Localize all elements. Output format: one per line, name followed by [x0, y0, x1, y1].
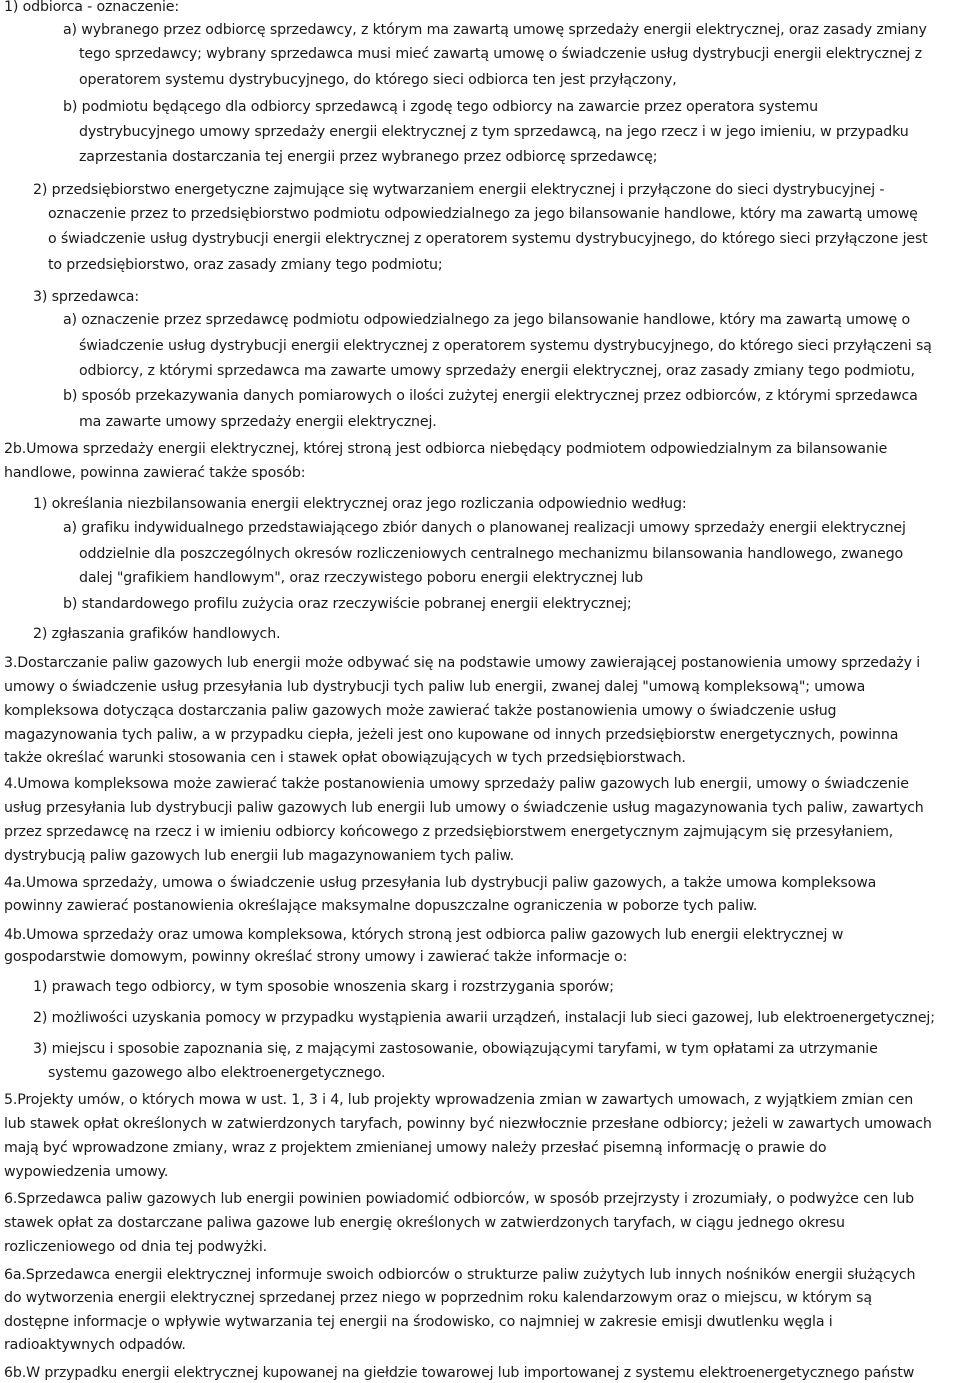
list-item: 1) prawach tego odbiorcy, w tym sposobie wnoszenia skarg i rozstrzygania sporów;: [33, 979, 614, 995]
text-line: odbiorcy, z którymi sprzedawca ma zawarte umowy sprzedaży energii elektrycznej, oraz zasady zmiany tego podmiotu,: [79, 363, 915, 379]
list-item-heading: 3) sprzedawca:: [33, 289, 139, 305]
list-item: 3) miejscu i sposobie zapoznania się, z mającymi zastosowanie, obowiązującymi taryfami, w tym opłatami za utrzymanie: [33, 1041, 878, 1057]
text-line: operatorem systemu dystrybucyjnego, do którego sieci odbiorca ten jest przyłączony,: [79, 72, 677, 88]
text-line: umowy o świadczenie usług przesyłania lub dystrybucji tych paliw lub energii, zwanej dalej "umową kompleksową"; umowa: [4, 679, 866, 695]
section-paragraph: 6a.Sprzedawca energii elektrycznej informuje swoich odbiorców o strukturze paliw zużytych lub innych nośników energii służących: [4, 1267, 916, 1283]
text-line: dostępne informacje o wpływie wytwarzania tej energii na środowisko, co najmniej w zakresie emisji dwutlenku węgla i: [4, 1314, 833, 1330]
text-line: do wytworzenia energii elektrycznej sprzedanej przez niego w poprzednim roku kalendarzowym oraz o miejscu, w którym są: [4, 1290, 872, 1306]
text-line: dalej "grafikiem handlowym", oraz rzeczywistego poboru energii elektrycznej lub: [79, 570, 643, 586]
text-line: także określać warunki stosowania cen i stawek opłat obowiązujących w tych przedsiębiorstwach.: [4, 750, 686, 766]
text-line: świadczenie usług dystrybucji energii elektrycznej z operatorem systemu dystrybucyjnego, do którego sieci przyłączeni są: [79, 338, 932, 354]
section-paragraph: 5.Projekty umów, o których mowa w ust. 1, 3 i 4, lub projekty wprowadzenia zmian w zawartych umowach, z wyjątkiem zmian cen: [4, 1092, 914, 1108]
text-line: systemu gazowego albo elektroenergetycznego.: [48, 1065, 386, 1081]
section-paragraph: 3.Dostarczanie paliw gazowych lub energii może odbywać się na podstawie umowy zawierającej postanowienia umowy sprzedaży i: [4, 655, 920, 671]
text-line: lub stawek opłat określonych w zatwierdzonych taryfach, powinny być niezwłocznie przesłane odbiorcy; jeżeli w zawartych umowach: [4, 1116, 932, 1132]
section-paragraph: 4b.Umowa sprzedaży oraz umowa kompleksowa, których stroną jest odbiorca paliw gazowych lub energii elektrycznej w: [4, 927, 844, 943]
text-line: przez sprzedawcę na rzecz i w imieniu odbiorcy końcowego z przedsiębiorstwem energetycznym zajmującym się przesyłaniem,: [4, 824, 894, 840]
text-line: tego sprzedawcy; wybrany sprzedawca musi mieć zawartą umowę o świadczenie usług dystrybucji energii elektrycznej z: [79, 46, 922, 62]
text-line: to przedsiębiorstwo, oraz zasady zmiany tego podmiotu;: [48, 257, 443, 273]
list-item: 2) możliwości uzyskania pomocy w przypadku wystąpienia awarii urządzeń, instalacji lub sieci gazowej, lub elektroenergetycznej;: [33, 1010, 935, 1026]
sub-item-a: a) oznaczenie przez sprzedawcę podmiotu odpowiedzialnego za jego bilansowanie handlowe, który ma zawartą umowę o: [63, 312, 910, 328]
text-line: gospodarstwie domowym, powinny określać strony umowy i zawierać także informacje o:: [4, 949, 628, 965]
list-item-heading: 2) zgłaszania grafików handlowych.: [33, 626, 281, 642]
text-line: zaprzestania dostarczania tej energii przez wybranego przez odbiorcę sprzedawcę;: [79, 149, 658, 165]
text-line: wypowiedzenia umowy.: [4, 1164, 169, 1180]
text-line: o świadczenie usług dystrybucji energii elektrycznej z operatorem systemu dystrybucyjnego, do którego sieci przyłączone jest: [48, 231, 928, 247]
text-line: dystrybucyjnego umowy sprzedaży energii elektrycznej z tym sprzedawcą, na jego rzecz i w jego imieniu, w przypadku: [79, 124, 909, 140]
text-line: oddzielnie dla poszczególnych okresów rozliczeniowych centralnego mechanizmu bilansowania handlowego, zwanego: [79, 546, 904, 562]
text-line: oznaczenie przez to przedsiębiorstwo podmiotu odpowiedzialnego za jego bilansowanie handlowe, który ma zawartą umowę: [48, 206, 918, 222]
text-line: usług przesyłania lub dystrybucji paliw gazowych lub energii lub umowy o świadczenie usług magazynowania tych paliw, zawartych: [4, 800, 924, 816]
section-paragraph: 4a.Umowa sprzedaży, umowa o świadczenie usług przesyłania lub dystrybucji paliw gazowych, a także umowa kompleksowa: [4, 875, 877, 891]
text-line: ma zawarte umowy sprzedaży energii elektrycznej.: [79, 414, 437, 430]
sub-item-b: b) podmiotu będącego dla odbiorcy sprzedawcą i zgodę tego odbiorcy na zawarcie przez operatora systemu: [63, 99, 818, 115]
sub-item-a: a) wybranego przez odbiorcę sprzedawcy, z którym ma zawartą umowę sprzedaży energii elektrycznej, oraz zasady zmiany: [63, 22, 927, 38]
text-line: kompleksowa dotycząca dostarczania paliw gazowych może zawierać także postanowienia umowy o świadczenie usług: [4, 703, 837, 719]
text-line: powinny zawierać postanowienia określające maksymalne dopuszczalne ograniczenia w poborze tych paliw.: [4, 898, 758, 914]
list-item-heading: 2) przedsiębiorstwo energetyczne zajmujące się wytwarzaniem energii elektrycznej i przyłączone do sieci dystrybucyjnej -: [33, 182, 885, 198]
text-line: radioaktywnych odpadów.: [4, 1337, 186, 1353]
text-line: handlowe, powinna zawierać także sposób:: [4, 465, 306, 481]
sub-item-b: b) standardowego profilu zużycia oraz rzeczywiście pobranej energii elektrycznej;: [63, 596, 632, 612]
text-line: rozliczeniowego od dnia tej podwyżki.: [4, 1239, 267, 1255]
section-paragraph: 4.Umowa kompleksowa może zawierać także postanowienia umowy sprzedaży paliw gazowych lub energii, umowy o świadczenie: [4, 776, 909, 792]
text-line: stawek opłat za dostarczane paliwa gazowe lub energię określonych w zatwierdzonych taryfach, w ciągu jednego okresu: [4, 1215, 845, 1231]
list-item-heading: 1) odbiorca - oznaczenie:: [4, 0, 180, 15]
sub-item-a: a) grafiku indywidualnego przedstawiającego zbiór danych o planowanej realizacji umowy sprzedaży energii elektrycznej: [63, 520, 906, 536]
text-line: magazynowania tych paliw, a w przypadku ciepła, jeżeli jest ono kupowane od innych przedsiębiorstw energetycznych, powinna: [4, 727, 899, 743]
sub-item-b: b) sposób przekazywania danych pomiarowych o ilości zużytej energii elektrycznej przez odbiorców, z którymi sprzedawca: [63, 388, 918, 404]
list-item-heading: 1) określania niezbilansowania energii elektrycznej oraz jego rozliczania odpowiednio według:: [33, 496, 687, 512]
text-line: dystrybucją paliw gazowych lub energii lub magazynowaniem tych paliw.: [4, 848, 515, 864]
section-paragraph: 6.Sprzedawca paliw gazowych lub energii powinien powiadomić odbiorców, w sposób przejrzysty i zrozumiały, o podwyżce cen lub: [4, 1191, 915, 1207]
section-paragraph: 6b.W przypadku energii elektrycznej kupowanej na giełdzie towarowej lub importowanej z systemu elektroenergetycznego państw: [4, 1365, 915, 1381]
text-line: mają być wprowadzone zmiany, wraz z projektem zmienianej umowy należy przesłać pisemną informację o prawie do: [4, 1140, 827, 1156]
section-paragraph: 2b.Umowa sprzedaży energii elektrycznej, której stroną jest odbiorca niebędący podmiotem odpowiedzialnym za bilansowanie: [4, 441, 888, 457]
